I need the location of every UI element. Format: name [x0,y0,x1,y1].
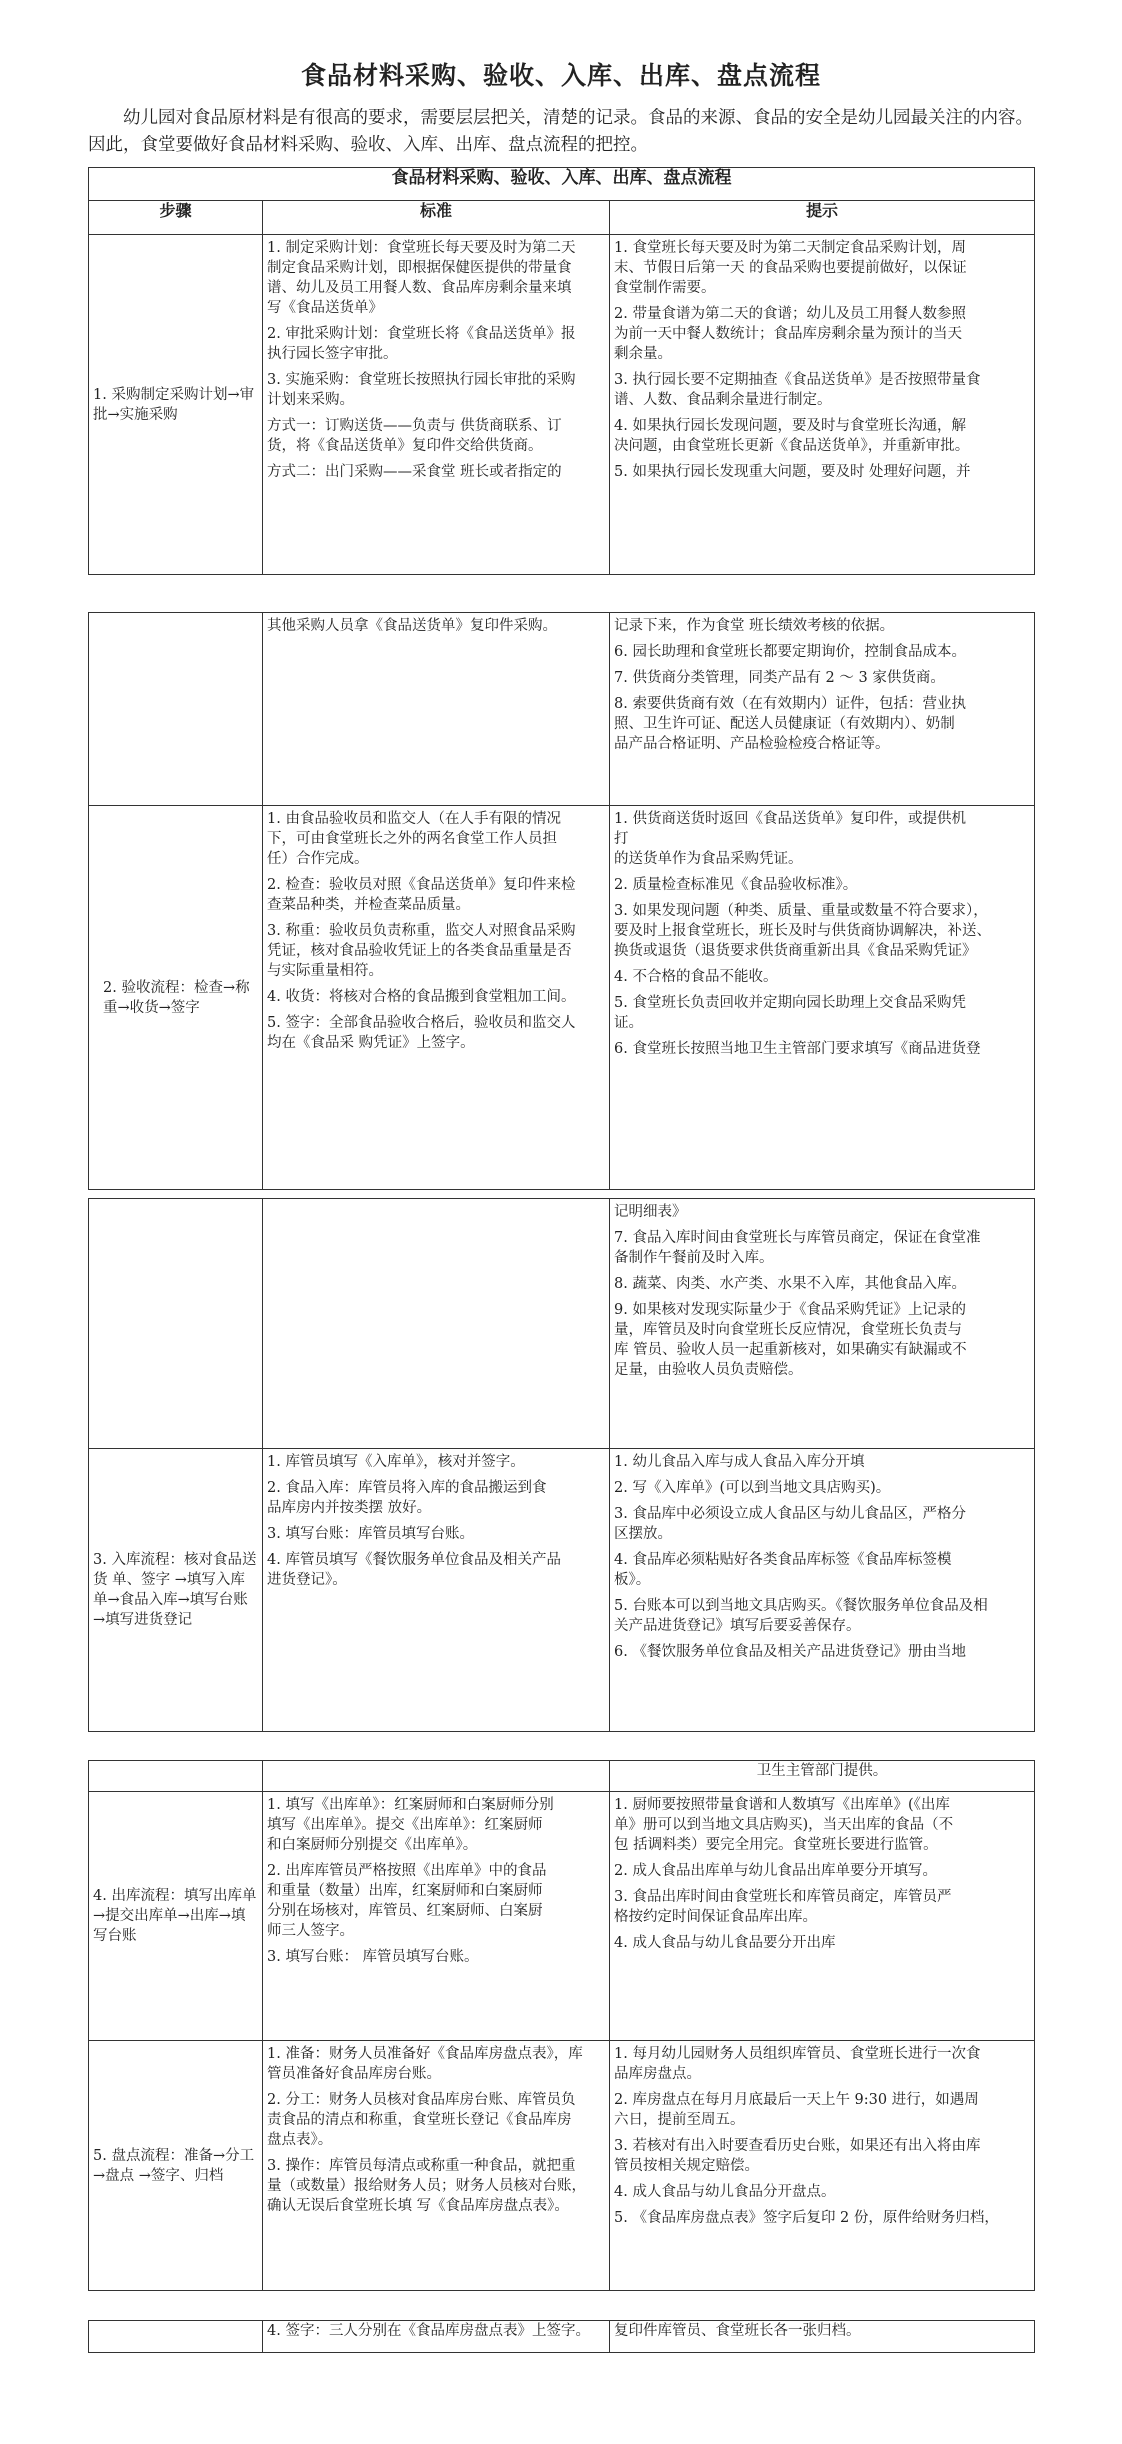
tip-item: 9. 如果核对发现实际量少于《食品采购凭证》上记录的 量，库管员及时向食堂班长反应情况，食堂班长负责与 库 管员、验收人员一起重新核对，如果确实有缺漏或不 足量，由验收人员负责赔偿。 [614,1302,967,1378]
step-purchase-cont [89,613,263,806]
tip-item: 4. 不合格的食品不能收。 [614,969,778,985]
standard-item: 方式二：出门采购——采食堂 班长或者指定的 [267,464,562,480]
tip-item: 2. 质量检查标准见《食品验收标准》。 [614,877,858,893]
tip-item: 4. 成人食品与幼儿食品要分开出库 [614,1935,836,1951]
tip-item: 2. 成人食品出库单与幼儿食品出库单要分开填写。 [614,1863,937,1879]
step-inspection: 2. 验收流程：检查→称重→收货→签字 [89,806,263,1190]
step-warehousing-cont [89,1761,263,1792]
header-tips: 提示 [610,201,1035,235]
tips-warehousing [610,1449,1035,1732]
tip-item: 2. 库房盘点在每月月底最后一天上午 9:30 进行，如遇周 六日，提前至周五。 [614,2092,979,2128]
header-step: 步骤 [89,201,263,235]
tip-item: 3. 食品库中必须设立成人食品区与幼儿食品区，严格分 区摆放。 [614,1506,966,1542]
standard-warehousing-cont [263,1761,610,1792]
tips-purchase-cont [610,613,1035,806]
standard-item: 3. 填写台账： 库管员填写台账。 [267,1949,479,1965]
standard-inventory [263,2041,610,2291]
tip-item: 3. 若核对有出入时要查看历史台账，如果还有出入将由库 管员按相关规定赔偿。 [614,2138,981,2174]
standard-item: 方式一：订购送货——负责与 供货商联系、订 货，将《食品送货单》复印件交给供货商。 [267,418,562,454]
process-table-part-2 [88,612,1035,1190]
tips-inventory [610,2041,1035,2291]
standard-inspection [263,806,610,1190]
tip-item: 5. 《食品库房盘点表》签字后复印 2 份，原件给财务归档， [614,2210,999,2226]
tip-item: 3. 执行园长要不定期抽查《食品送货单》是否按照带量食 谱、人数、食品剩余量进行制定。 [614,372,981,408]
tip-item: 2. 写《入库单》(可以到当地文具店购买)。 [614,1480,891,1496]
process-table-part-3 [88,1198,1035,1732]
standard-item: 2. 食品入库：库管员将入库的食品搬运到食 品库房内并按类摆 放好。 [267,1480,547,1516]
tip-item: 5. 如果执行园长发现重大问题，要及时 处理好问题，并 [614,464,971,480]
tip-item: 6. 《餐饮服务单位食品及相关产品进货登记》册由当地 [614,1644,966,1660]
step-warehousing: 3. 入库流程：核对食品送货 单、签字 →填写入库单→食品入库→填写台账→填写进货登记 [89,1449,263,1732]
standard-item: 1. 准备：财务人员准备好《食品库房盘点表》，库 管员准备好食品库房台账。 [267,2046,583,2082]
tip-item: 7. 供货商分类管理，同类产品有 2 ～ 3 家供货商。 [614,670,945,686]
tip-item: 5. 食堂班长负责回收并定期向园长助理上交食品采购凭 证。 [614,995,966,1031]
standard-warehousing [263,1449,610,1732]
tips-inspection-cont [610,1199,1035,1449]
tip-item: 7. 食品入库时间由食堂班长与库管员商定，保证在食堂准 备制作午餐前及时入库。 [614,1230,981,1266]
standard-outbound [263,1792,610,2041]
step-purchase: 1. 采购制定采购计划→审批→实施采购 [89,235,263,575]
tip-item: 5. 台账本可以到当地文具店购买。《餐饮服务单位食品及相 关产品进货登记》填写后要妥善保存。 [614,1598,988,1634]
tip-item: 4. 食品库必须粘贴好各类食品库标签《食品库标签模 板》。 [614,1552,952,1588]
standard-inventory-cont: 4. 签字：三人分别在《食品库房盘点表》上签字。 [263,2321,610,2353]
standard-item: 1. 填写《出库单》：红案厨师和白案厨师分别 填写《出库单》。提交《出库单》：红案厨师 和白案厨师分别提交《出库单》。 [267,1797,554,1853]
tip-item: 6. 食堂班长按照当地卫生主管部门要求填写《商品进货登 [614,1041,981,1057]
tip-item: 1. 供货商送货时返回《食品送货单》复印件，或提供机 打 的送货单作为食品采购凭证。 [614,811,966,867]
tips-inspection [610,806,1035,1190]
standard-purchase-cont [263,613,610,806]
tip-item: 2. 带量食谱为第二天的食谱；幼儿及员工用餐人数参照 为前一天中餐人数统计；食品库房剩余量为预计的当天 剩余量。 [614,306,966,362]
standard-item: 1. 库管员填写《入库单》，核对并签字。 [267,1454,525,1470]
intro-paragraph: 幼儿园对食品原材料是有很高的要求，需要层层把关，清楚的记录。食品的来源、食品的安全是幼儿园最关注的内容。因此，食堂要做好食品材料采购、验收、入库、出库、盘点流程的把控。 [88,108,1033,155]
standard-item: 2. 检查：验收员对照《食品送货单》复印件来检 查菜品种类，并检查菜品质量。 [267,877,576,913]
process-table-part-5 [88,2320,1035,2353]
tip-item: 3. 食品出库时间由食堂班长和库管员商定，库管员严 格按约定时间保证食品库出库。 [614,1889,952,1925]
tip-item: 1. 厨师要按照带量食谱和人数填写《出库单》(《出库 单》册可以到当地文具店购买)，当天出库的食品（不 包 括调料类）要完全用完。食堂班长要进行监管。 [614,1797,954,1853]
tip-item: 4. 成人食品与幼儿食品分开盘点。 [614,2184,836,2200]
standard-item: 3. 操作：库管员每清点或称重一种食品，就把重 量（或数量）报给财务人员；财务人员核对台账， 确认无误后食堂班长填 写《食品库房盘点表》。 [267,2158,586,2214]
tip-item: 6. 园长助理和食堂班长都要定期询价，控制食品成本。 [614,644,966,660]
step-inspection-cont [89,1199,263,1449]
page-title: 食品材料采购、验收、入库、出库、盘点流程 [300,61,821,90]
standard-item: 1. 制定采购计划：食堂班长每天要及时为第二天 制定食品采购计划，即根据保健医提供的带量食 谱、幼儿及员工用餐人数、食品库房剩余量来填 写《食品送货单》 [267,240,576,316]
tip-item: 3. 如果发现问题（种类、质量、重量或数量不符合要求）， 要及时上报食堂班长，班长及时与供货商协调解决，补送、 换货或退货（退货要求供货商重新出具《食品采购凭证》 [614,903,991,959]
standard-item: 4. 收货：将核对合格的食品搬到食堂粗加工间。 [267,989,576,1005]
standard-item: 3. 称重：验收员负责称重，监交人对照食品采购 凭证，核对食品验收凭证上的各类食品重量是否 与实际重量相符。 [267,923,576,979]
standard-item: 其他采购人员拿《食品送货单》复印件采购。 [267,618,557,634]
standard-item: 2. 出库库管员严格按照《出库单》中的食品 和重量（数量）出库，红案厨师和白案厨师 分别在场核对，库管员、红案厨师、白案厨 师三人签字。 [267,1863,547,1939]
process-table-part-1 [88,167,1035,575]
standard-item: 1. 由食品验收员和监交人（在人手有限的情况 下，可由食堂班长之外的两名食堂工作人员担 任）合作完成。 [267,811,561,867]
step-inventory: 5. 盘点流程：准备→分工→盘点 →签字、归档 [89,2041,263,2291]
tip-item: 8. 蔬菜、肉类、水产类、水果不入库，其他食品入库。 [614,1276,966,1292]
process-table-part-4 [88,1760,1035,2291]
tip-item: 记录下来，作为食堂 班长绩效考核的依据。 [614,618,895,634]
step-outbound: 4. 出库流程：填写出库单→提交出库单→出库→填写台账 [89,1792,263,2041]
tips-inventory-cont: 复印件库管员、食堂班长各一张归档。 [610,2321,1035,2353]
tip-item: 8. 索要供货商有效（在有效期内）证件，包括：营业执 照、卫生许可证、配送人员健康证（有效期内）、奶制 品产品合格证明、产品检验检疫合格证等。 [614,696,966,752]
table-title: 食品材料采购、验收、入库、出库、盘点流程 [89,168,1035,201]
tip-item: 记明细表》 [614,1204,687,1220]
standard-purchase [263,235,610,575]
tips-warehousing-cont: 卫生主管部门提供。 [610,1761,1035,1792]
standard-item: 2. 审批采购计划：食堂班长将《食品送货单》报 执行园长签字审批。 [267,326,576,362]
tip-item: 4. 如果执行园长发现问题，要及时与食堂班长沟通，解 决问题，由食堂班长更新《食品送货单》，并重新审批。 [614,418,970,454]
tips-purchase [610,235,1035,575]
tips-outbound [610,1792,1035,2041]
standard-item: 2. 分工：财务人员核对食品库房台账、库管员负 责食品的清点和称重，食堂班长登记《食品库房 盘点表》。 [267,2092,576,2148]
standard-inspection-cont [263,1199,610,1449]
tip-item: 1. 食堂班长每天要及时为第二天制定食品采购计划，周 末、节假日后第一天 的食品采购也要提前做好，以保证 食堂制作需要。 [614,240,967,296]
standard-item: 3. 填写台账：库管员填写台账。 [267,1526,474,1542]
step-inventory-cont [89,2321,263,2353]
header-standard: 标准 [263,201,610,235]
tip-item: 1. 每月幼儿园财务人员组织库管员、食堂班长进行一次食 品库房盘点。 [614,2046,981,2082]
tip-item: 1. 幼儿食品入库与成人食品入库分开填 [614,1454,865,1470]
standard-item: 5. 签字：全部食品验收合格后，验收员和监交人 均在《食品采 购凭证》上签字。 [267,1015,576,1051]
standard-item: 4. 库管员填写《餐饮服务单位食品及相关产品 进货登记》。 [267,1552,561,1588]
standard-item: 3. 实施采购：食堂班长按照执行园长审批的采购 计划来采购。 [267,372,576,408]
